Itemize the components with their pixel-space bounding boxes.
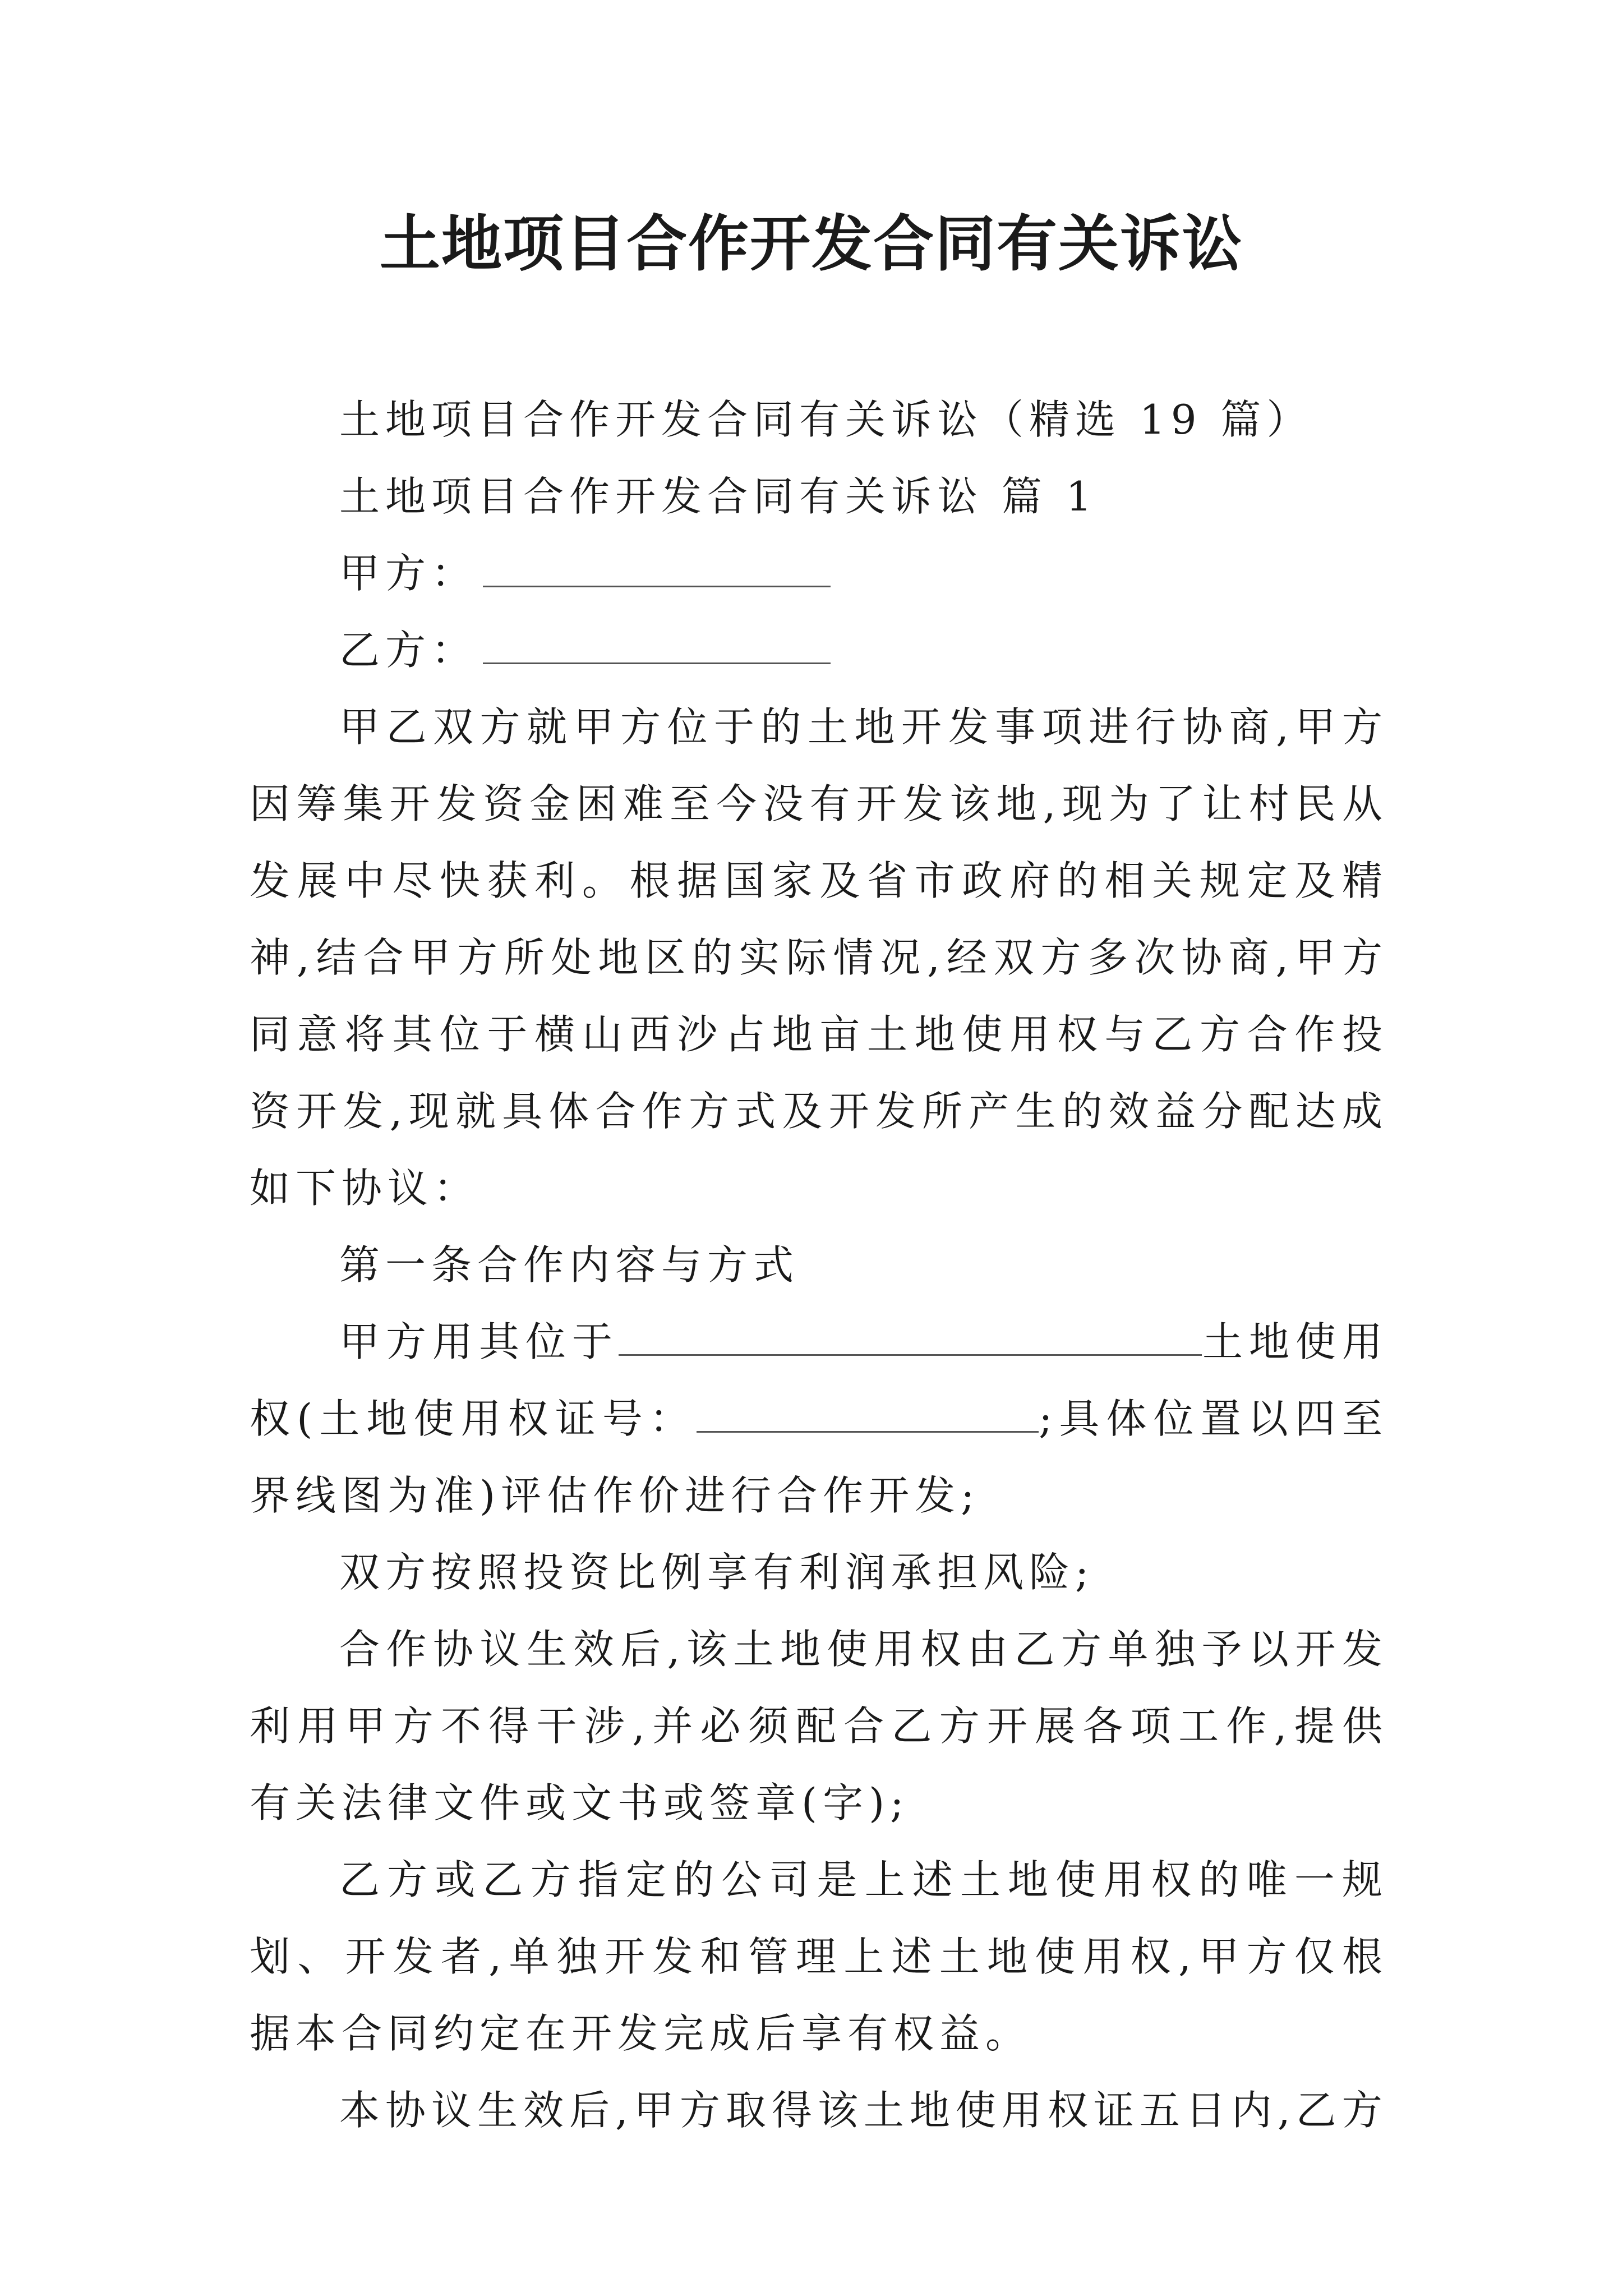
clause-1-part-1: 甲方用其位于: [339, 1318, 619, 1365]
party-b-line: [250, 612, 1388, 689]
party-a-label: 甲方：: [339, 550, 478, 597]
party-b-blank: [483, 614, 831, 664]
clause-5-paragraph: 本协议生效后,甲方取得该土地使用权证五日内,乙方: [339, 2087, 1388, 2134]
clause-3-paragraph: 合作协议生效后,该土地使用权由乙方单独予以开发利用甲方不得干涉,并必须配合乙方开展各项工作,提供有关法律文件或文书或签章(字);: [250, 1626, 1388, 1826]
land-location-blank: [619, 1306, 1202, 1356]
document-body: [250, 381, 1388, 2149]
section-heading: 土地项目合作开发合同有关诉讼 篇 1: [339, 473, 1098, 520]
intro-paragraph: 甲乙双方就甲方位于的土地开发事项进行协商,甲方因筹集开发资金困难至今没有开发该地,现为了让村民从发展中尽快获利。根据国家及省市政府的相关规定及精神,结合甲方所处地区的实际情况,经双方多次协商,甲方同意将其位于横山西沙占地亩土地使用权与乙方合作投资开发,现就具体合作方式及开发所产生的效益分配达成如下协议：: [250, 703, 1388, 1212]
certificate-number-blank: [697, 1383, 1039, 1433]
article-1-heading: 第一条合作内容与方式: [339, 1241, 800, 1289]
document-title: 土地项目合作开发合同有关诉讼: [379, 209, 1243, 279]
clause-2-paragraph: 双方按照投资比例享有利润承担风险;: [339, 1549, 1095, 1596]
subtitle: 土地项目合作开发合同有关诉讼（精选 19 篇）: [339, 396, 1313, 443]
party-a-line: [250, 535, 1388, 612]
clause-1-paragraph: [250, 1304, 1388, 1534]
party-a-blank: [483, 537, 831, 587]
clause-4-paragraph: 乙方或乙方指定的公司是上述土地使用权的唯一规划、开发者,单独开发和管理上述土地使用权,甲方仅根据本合同约定在开发完成后享有权益。: [250, 1856, 1388, 2057]
clause-1-part-2: 土地使用权(土地使用权证号：: [250, 1318, 1388, 1442]
party-b-label: 乙方：: [339, 627, 478, 674]
clause-1-part-3: ;具体位置以四至界线图为准)评估作价进行合作开发;: [250, 1395, 1388, 1519]
